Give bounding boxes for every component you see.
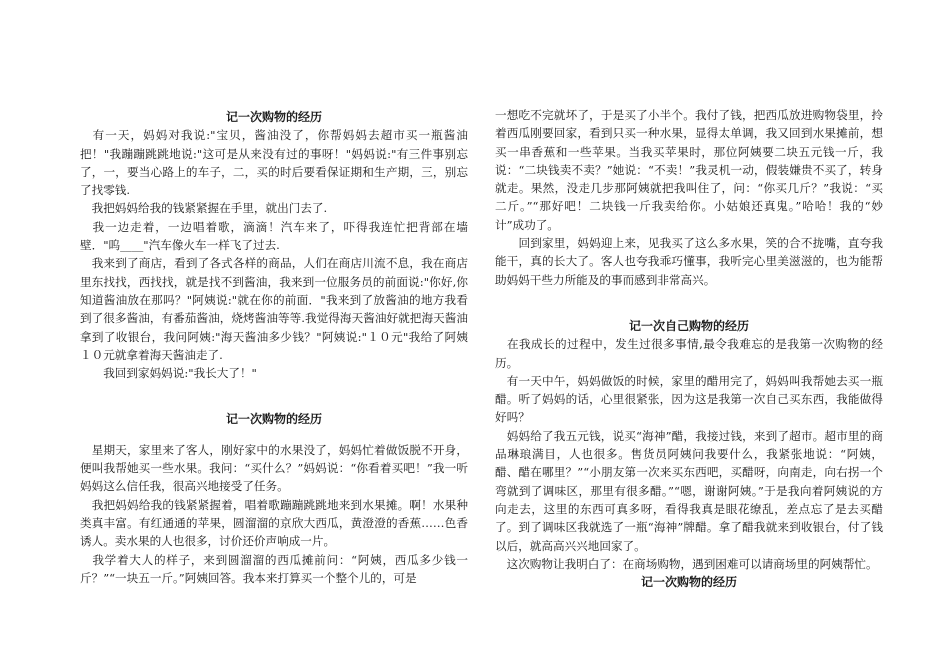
spacer	[495, 289, 883, 317]
story3-paragraph: 这次购物让我明白了：在商场购物，遇到困难可以请商场里的阿姨帮忙。	[495, 556, 878, 571]
spacer	[80, 429, 468, 441]
story2-continued-paragraph: 回到家里，妈妈迎上来，见我买了这么多水果，笑的合不拢嘴，直夸我能干，真的长大了。客人也夸我乖巧懂事，我听完心里美滋滋的，也为能帮助妈妈干些力所能及的事而感到非常高兴。	[495, 236, 883, 287]
right-column	[495, 106, 883, 591]
story3-paragraph: 妈妈给了我五元钱，说买“海神”醋，我接过钱，来到了超市。超市里的商品琳琅满目，人也很多。售货员阿姨问我要什么，我紧张地说：“阿姨，醋、醋在哪里？”“小朋友第一次来买东西吧，买醋呀，向南走，向右拐一个弯就到了调味区，那里有很多醋。”“嗯，谢谢阿姨。”于是我向着阿姨说的方向走去，这里的东西可真多呀，看得我真是眼花缭乱，差点忘了是去买醋了。到了调味区我就选了一瓶“海神”牌醋。拿了醋我就来到收银台，付了钱以后，就高高兴兴地回家了。	[495, 428, 883, 553]
story2-paragraph: 星期天，家里来了客人，刚好家中的水果没了，妈妈忙着做饭脱不开身，便叫我帮她买一些水果。我问：“买什么？”妈妈说：“你看着买吧！”我一听妈妈这么信任我，很高兴地接受了任务。	[80, 442, 468, 494]
left-column	[80, 108, 468, 587]
story1-paragraph: 我回到家妈妈说:"我长大了！"	[80, 366, 257, 381]
story2-title: 记一次购物的经历	[225, 412, 322, 427]
spacer	[80, 382, 468, 410]
story1-title: 记一次购物的经历	[225, 110, 322, 124]
story2-continued-paragraph: 一想吃不完就坏了，于是买了小半个。我付了钱，把西瓜放进购物袋里，拎着西瓜刚要回家，看到只买一种水果，显得太单调，我又回到水果摊前，想买一串香蕉和一些苹果。当我买苹果时，那位阿姨要二块五元钱一斤，我说：“二块钱卖不卖？”她说：“不卖！”我灵机一动，假装嫌贵不买了，转身就走。果然，没走几步那阿姨就把我叫住了，问：“你买几斤？”我说：“买二斤。”“那好吧！二块钱一斤我卖给你。小姑娘还真鬼。”哈哈！我的“妙计”成功了。	[495, 108, 883, 232]
story2-paragraph: 我学着大人的样子，来到圆溜溜的西瓜摊前问：“阿姨，西瓜多少钱一斤？”“一块五一斤。”阿姨回答。我本来打算买一个整个儿的，可是	[80, 552, 468, 585]
story2-paragraph: 我把妈妈给我的钱紧紧握着，唱着歌蹦蹦跳跳地来到水果摊。啊！水果种类真丰富。有红通通的苹果，圆溜溜的京欣大西瓜，黄澄澄的香蕉……色香诱人。卖水果的人也很多，讨价还价声响成一片。	[80, 497, 468, 549]
story3-paragraph: 在我成长的过程中，发生过很多事情,最令我难忘的是我第一次购物的经历。	[495, 337, 883, 370]
story1-paragraph: 我把妈妈给我的钱紧紧握在手里，就出门去了.	[80, 201, 328, 216]
story3-title: 记一次自己购物的经历	[628, 318, 749, 333]
story1-paragraph: 我一边走着，一边唱着歌，滴滴！汽车来了，吓得我连忙把背部在墙壁．"呜____"汽车像火车一样飞了过去.	[80, 219, 468, 253]
story3-paragraph: 有一天中午，妈妈做饭的时候，家里的醋用完了，妈妈叫我帮她去买一瓶醋。听了妈妈的话，心里很紧张，因为这是我第一次自己买东西，我能做得好吗？	[495, 373, 883, 425]
story1-paragraph: 我来到了商店，看到了各式各样的商品，人们在商店川流不息，我在商店里东找找，西找找，就是找不到酱油，我来到一位服务员的前面说:"你好,你知道酱油放在那吗？"阿姨说:"就在你的前面．"我来到了放酱油的地方我看到了很多酱油，有番茄酱油，烧烤酱油等等.我觉得海天酱油好就把海天酱油拿到了收银台，我问阿姨:"海天酱油多少钱？"阿姨说:"１０元"我给了阿姨１０元就拿着海天酱油走了.	[80, 256, 468, 362]
story1-paragraph: 有一天，妈妈对我说:"宝贝，酱油没了，你帮妈妈去超市买一瓶酱油把！"我蹦蹦跳跳地说:"这可是从来没有过的事呀！"妈妈说:"有三件事别忘了，一，要当心路上的车子，二，买的时后要看保证期和生产期，三，别忘了找零钱.	[80, 128, 468, 198]
story4-title: 记一次购物的经历	[640, 575, 737, 590]
